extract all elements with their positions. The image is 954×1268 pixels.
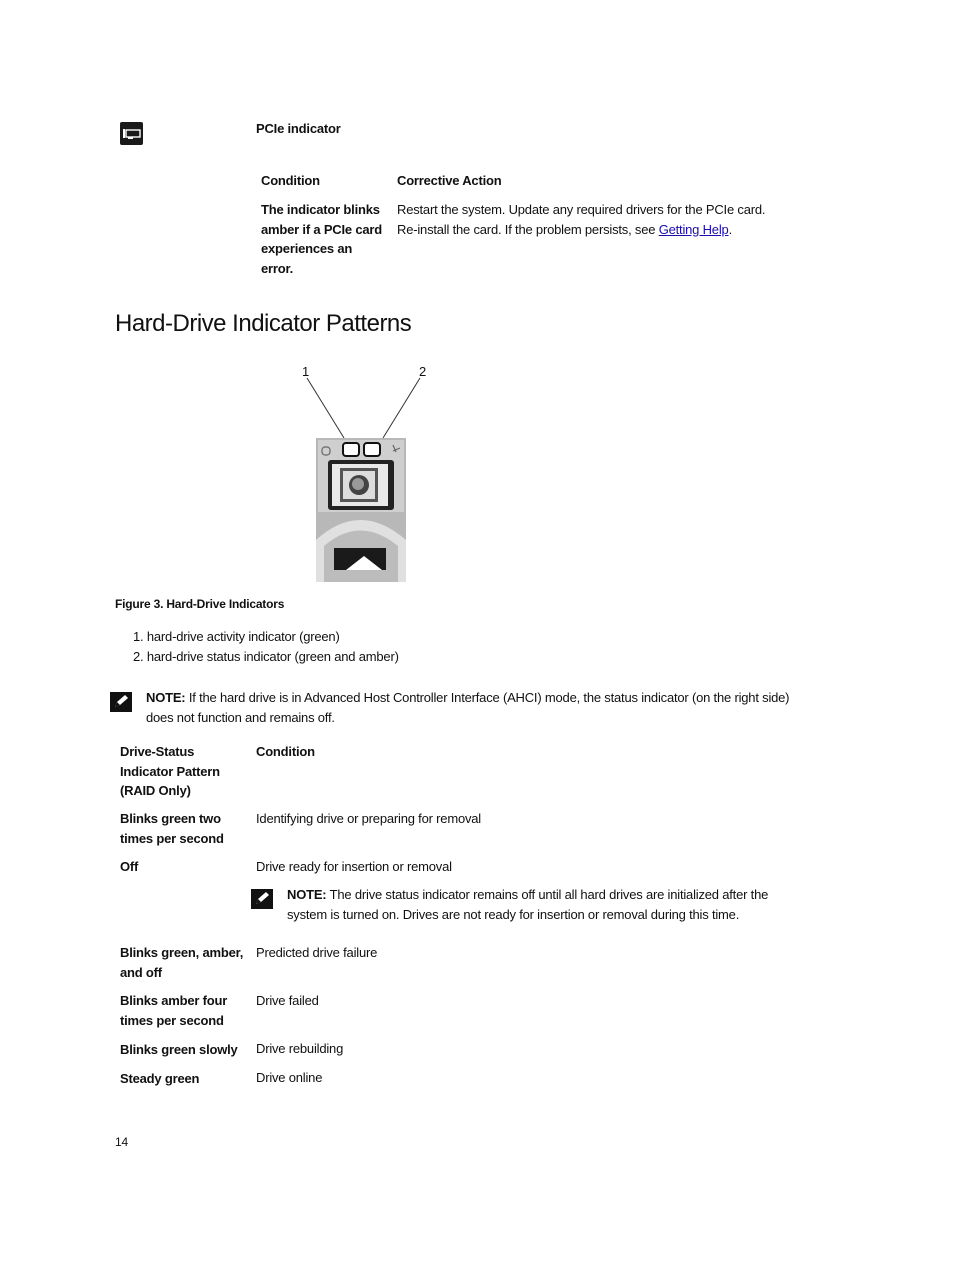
page-number: 14 [115, 1135, 128, 1149]
table-col-condition: Condition [256, 744, 315, 759]
note-pencil-icon [251, 889, 273, 912]
pcie-col-condition: Condition [261, 173, 320, 188]
note-ahci: NOTE: If the hard drive is in Advanced Host Controller Interface (AHCI) mode, the status indicator (on the right side) does not function and remains off. [146, 690, 790, 725]
row-condition: Drive online [256, 1070, 323, 1085]
callout-2: 2 [419, 364, 427, 379]
figure-caption: Figure 3. Hard-Drive Indicators [115, 597, 285, 611]
list-item: 1. hard-drive activity indicator (green) [133, 629, 340, 644]
section-title: Hard-Drive Indicator Patterns [115, 310, 412, 337]
pcie-condition: The indicator blinks amber if a PCIe card experiences an error. [261, 202, 382, 276]
pcie-heading: PCIe indicator [256, 121, 341, 136]
getting-help-link[interactable]: Getting Help [658, 221, 729, 237]
table-row: Blinks green two times per second [120, 811, 224, 846]
note-drive-off: NOTE: The drive status indicator remains off until all hard drives are initialized after the system is turned on. Drives are not ready for insertion or removal during this time. [287, 887, 769, 922]
row-condition: Predicted drive failure [256, 945, 378, 960]
row-condition: Drive failed [256, 993, 319, 1008]
table-row: Blinks green slowly [120, 1042, 238, 1057]
hard-drive-figure [290, 360, 430, 582]
row-condition: Drive ready for insertion or removal [256, 859, 452, 874]
pcie-card-icon [120, 122, 143, 145]
row-condition: Drive rebuilding [256, 1041, 344, 1056]
list-item: 2. hard-drive status indicator (green and amber) [133, 648, 399, 664]
row-condition: Identifying drive or preparing for removal [256, 811, 481, 826]
table-row: Off [120, 859, 139, 874]
pcie-action: Restart the system. Update any required drivers for the PCIe card. Re-install the card. If the problem persists, see Getting Help. [397, 202, 766, 237]
callout-1: 1 [302, 364, 310, 379]
table-row: Steady green [120, 1071, 200, 1086]
pcie-col-action: Corrective Action [397, 173, 502, 188]
figure-legend [133, 627, 399, 666]
table-row: Blinks green, amber, and off [120, 945, 244, 980]
note-pencil-icon [110, 692, 132, 715]
table-row: Blinks amber four times per second [120, 993, 228, 1028]
table-col-pattern: Drive-Status Indicator Pattern (RAID Only) [120, 744, 220, 798]
